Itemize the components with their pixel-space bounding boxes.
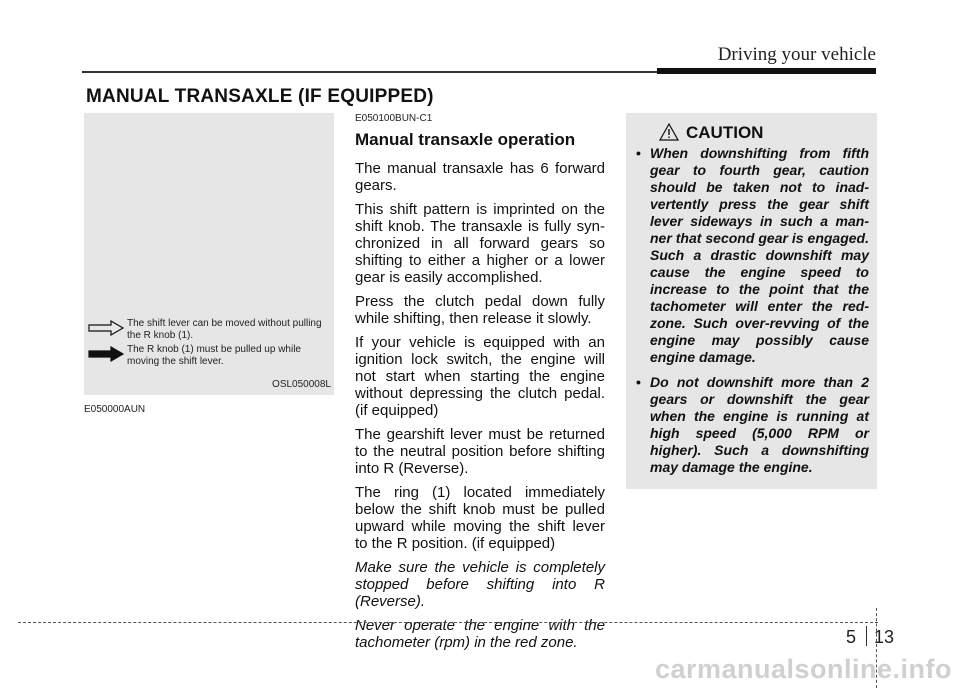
caution-list (636, 145, 869, 484)
body-paragraph: The ring (1) located immediately below the shift knob must be pulled upward while moving the shift lever to the R position. (if equipped) (355, 484, 605, 552)
legend-item (84, 344, 334, 370)
chapter-title: Driving your vehicle (717, 44, 876, 65)
body-paragraph: The gearshift lever must be returned to the neutral position before shifting into R (Reverse). (355, 426, 605, 477)
caution-item: • When downshifting from fifth gear to fourth gear, caution should be taken not to inad-vertently press the gear shift lever sideways in such a man-ner that second gear is engaged. Such a drastic downshift may cause the engine speed to increase to the point that the tachometer will enter the red-zone. Such over-revving of the engine may possibly cause engine damage. (636, 145, 869, 365)
paragraph-code: E050100BUN-C1 (355, 113, 433, 124)
caution-item: • Do not downshift more than 2 gears or downshift the gear when the engine is running at high speed (5,000 RPM or higher). Such a downshifting may damage the engine. (636, 374, 869, 475)
body-paragraph: The manual transaxle has 6 forward gears. (355, 160, 605, 194)
body-paragraph: Press the clutch pedal down fully while shifting, then release it slowly. (355, 293, 605, 327)
footer-rule (18, 622, 878, 623)
watermark: carmanualsonline.info (654, 654, 952, 684)
main-column (355, 113, 605, 658)
note-paragraph: Never operate the engine with the tachometer (rpm) in the red zone. (355, 617, 605, 651)
caution-text: Do not downshift more than 2 gears or downshift the gear when the engine is running at high speed (5,000 RPM or higher). Such a downshifting may damage the engine. (650, 374, 869, 475)
outline-arrow-icon (87, 320, 125, 336)
section-code: E050000AUN (84, 404, 146, 415)
figure-code: OSL050008L (272, 379, 331, 390)
legend-text: The R knob (1) must be pulled up while moving the shift lever. (127, 344, 301, 367)
caution-label: CAUTION (686, 123, 764, 142)
page-number-divider (866, 626, 867, 646)
figure-panel (84, 113, 334, 395)
body-paragraph: This shift pattern is imprinted on the shift knob. The transaxle is fully syn-chronized in all forward gears so shifting to either a higher or a lower gear is easily accomplished. (355, 201, 605, 286)
page-number: 13 (874, 627, 895, 647)
note-paragraph: Make sure the vehicle is completely stopped before shifting into R (Reverse). (355, 559, 605, 610)
body-paragraph: If your vehicle is equipped with an ignition lock switch, the engine will not start when starting the engine without depressing the clutch pedal. (if equipped) (355, 334, 605, 419)
section-title: MANUAL TRANSAXLE (IF EQUIPPED) (86, 86, 434, 107)
legend-item (84, 318, 334, 344)
legend-text: The shift lever can be moved without pulling the R knob (1). (127, 318, 322, 341)
solid-arrow-icon (87, 346, 125, 362)
figure-legend (84, 318, 334, 370)
header-rule (82, 71, 657, 73)
section-heading: Manual transaxle operation (355, 130, 576, 149)
section-number: 5 (846, 627, 857, 647)
caution-box (626, 113, 877, 489)
warning-triangle-icon (659, 123, 679, 141)
caution-text: When downshifting from fifth gear to fourth gear, caution should be taken not to inad-vertently press the gear shift lever sideways in such a man-ner that second gear is engaged. Such a drastic downshift may cause the engine speed to increase to the point that the tachometer will enter the red-zone. Such over-revving of the engine may possibly cause engine damage. (650, 145, 869, 365)
header-rule-thick (657, 68, 876, 74)
